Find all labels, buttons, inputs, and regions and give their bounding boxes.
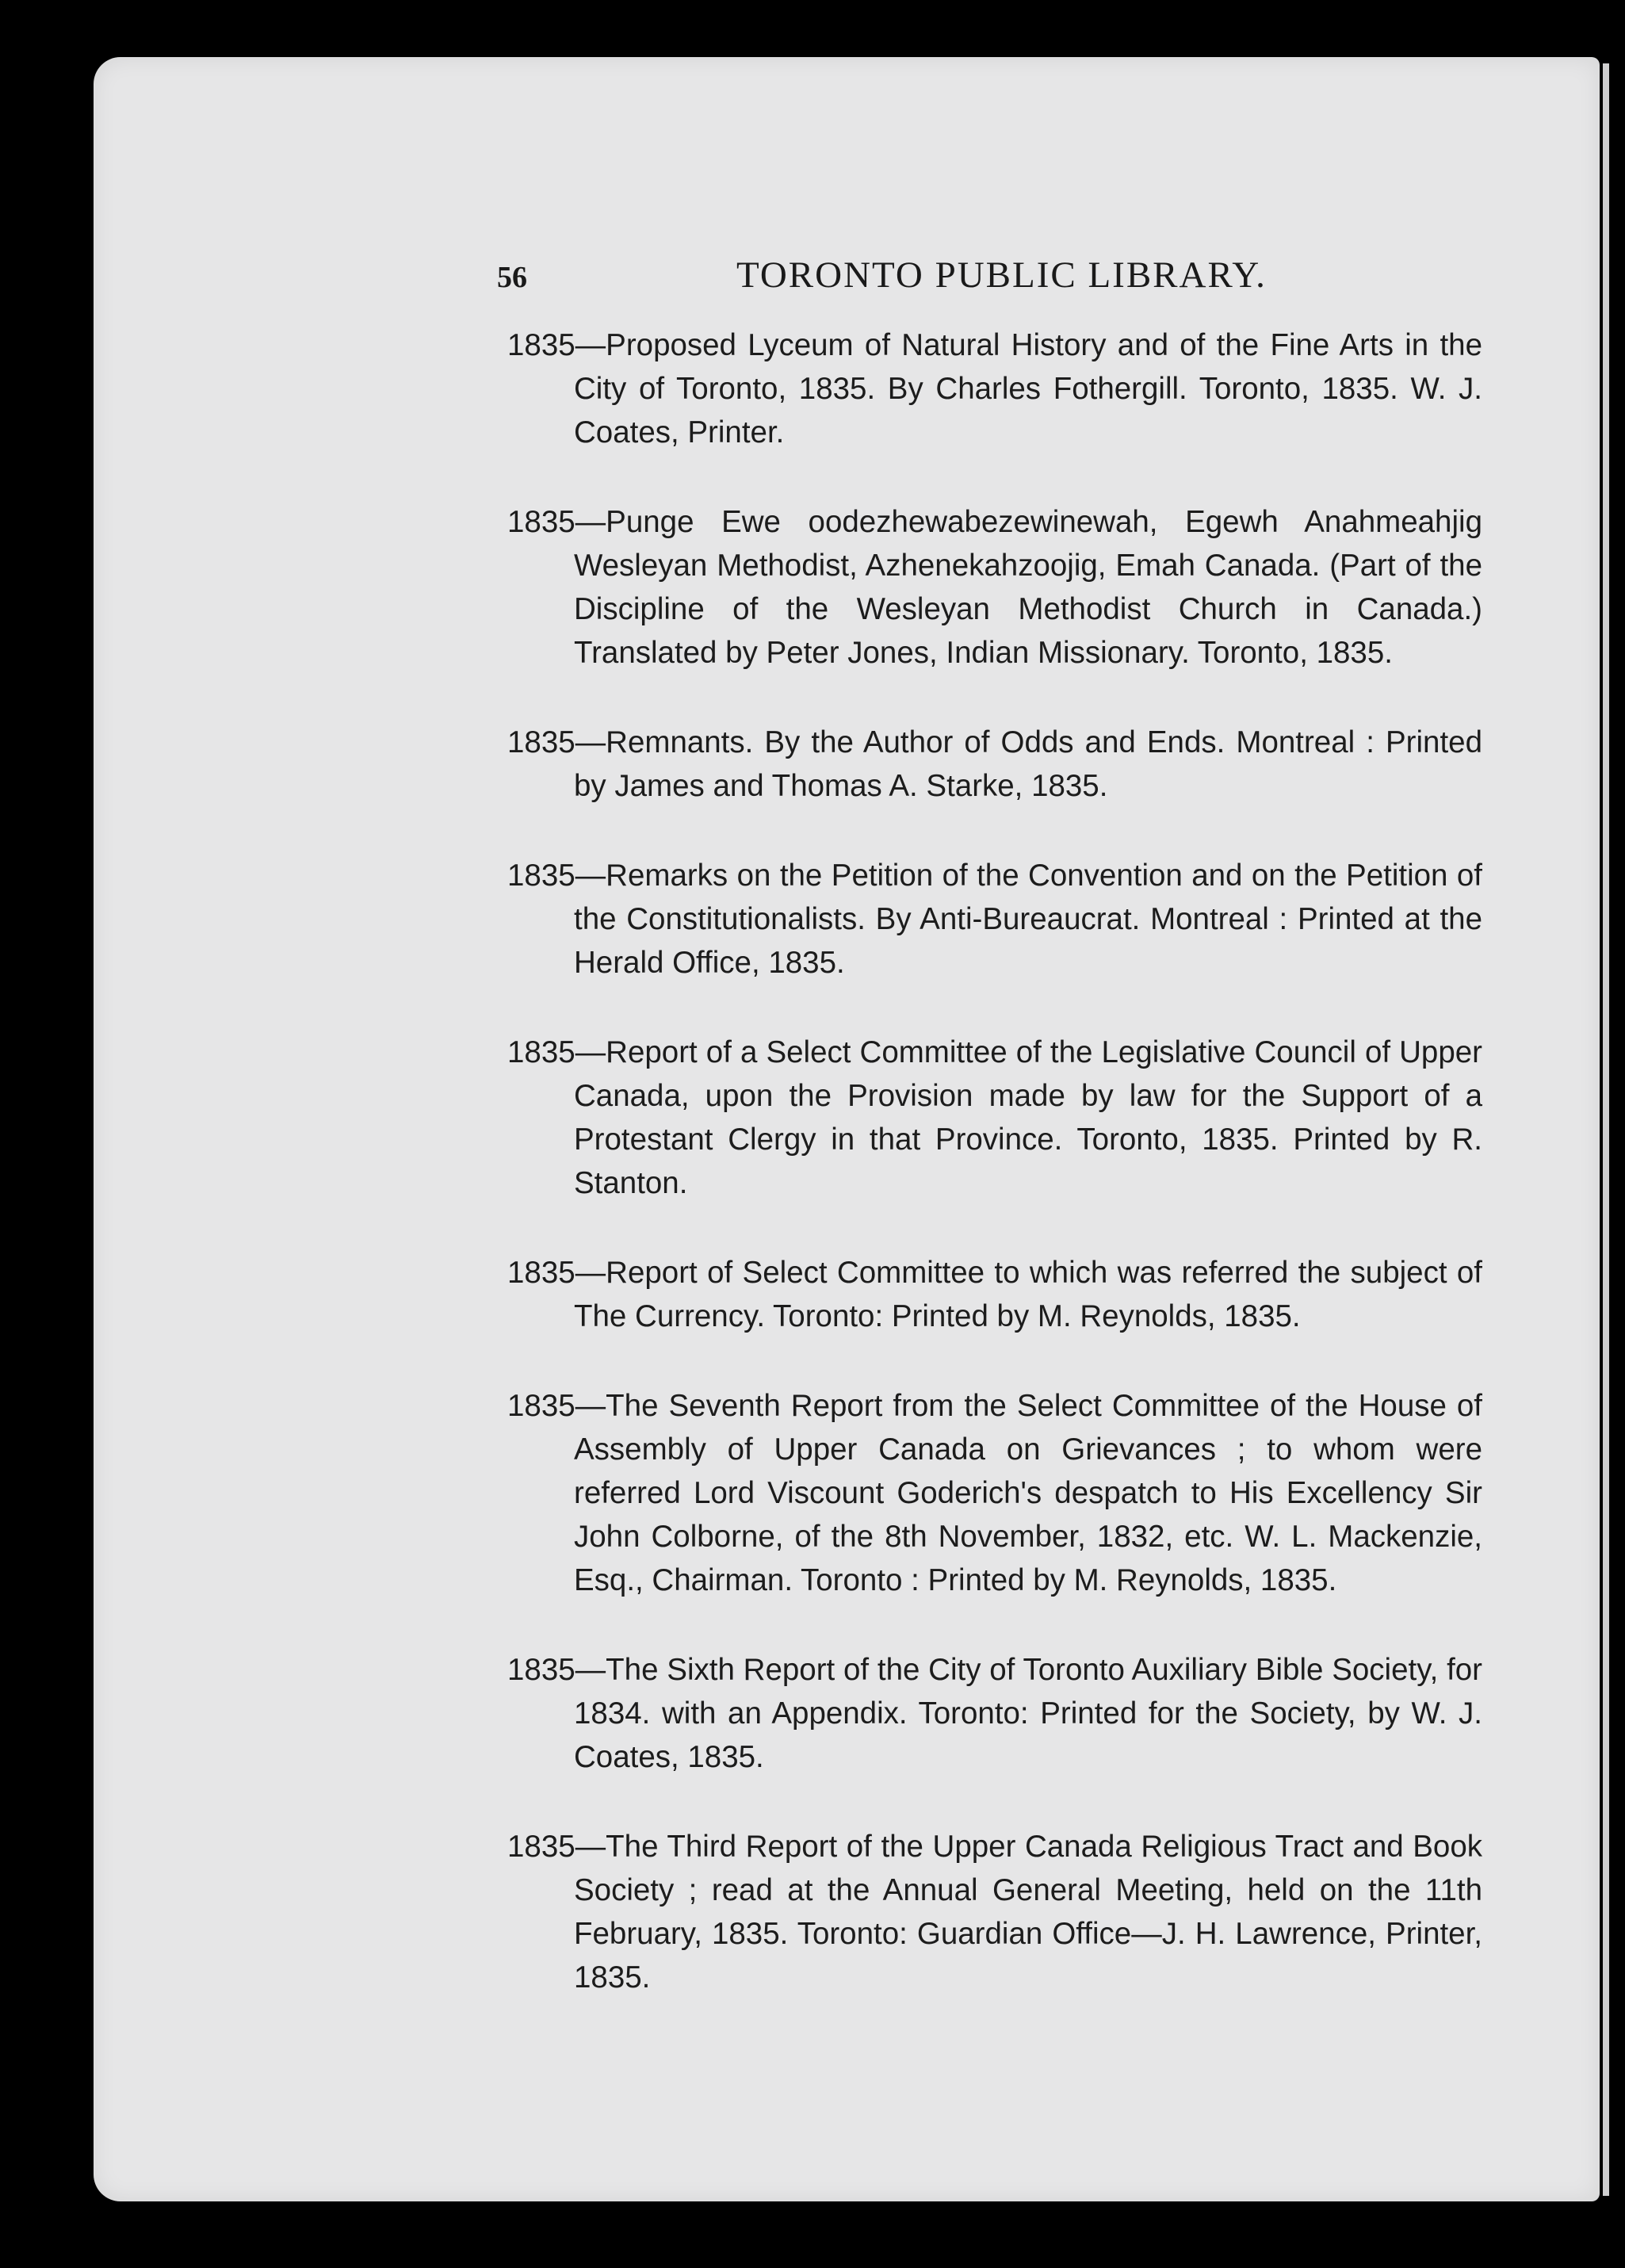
entry-text: —The Sixth Report of the City of Toronto Auxiliary Bible Society, for 1834. with an Appendix. Toronto: Printed for the Society, by W. J. Coates, 1835.: [574, 1653, 1482, 1774]
entry-year: 1835: [507, 328, 575, 362]
entry-year: 1835: [507, 1389, 575, 1423]
bibliography-entry: [507, 1031, 1482, 1205]
bibliography-entry: [507, 500, 1482, 675]
page-edge: [1603, 63, 1609, 2196]
entry-text: —Report of a Select Committee of the Legislative Council of Upper Canada, upon the Provision made by law for the Support of a Protestant Clergy in that Province. Toronto, 1835. Printed by R. Stanton.: [574, 1035, 1482, 1200]
bibliography-entry: [507, 1648, 1482, 1779]
entry-year: 1835: [507, 1830, 575, 1864]
bibliography-entry: [507, 1384, 1482, 1602]
running-title: TORONTO PUBLIC LIBRARY.: [736, 254, 1267, 296]
page-header: [497, 254, 1290, 301]
entry-year: 1835: [507, 1035, 575, 1069]
entry-year: 1835: [507, 859, 575, 893]
bibliography-entry: [507, 323, 1482, 454]
entry-year: 1835: [507, 725, 575, 759]
entry-text: —Report of Select Committee to which was referred the subject of The Currency. Toronto: Printed by M. Reynolds, 1835.: [574, 1256, 1482, 1333]
bibliography-entry: [507, 854, 1482, 985]
bibliography-entry: [507, 1825, 1482, 1999]
entry-text: —Remnants. By the Author of Odds and Ends. Montreal : Printed by James and Thomas A. Starke, 1835.: [574, 725, 1482, 803]
page-number: 56: [497, 261, 527, 294]
entry-year: 1835: [507, 1256, 575, 1290]
entry-text: —Remarks on the Petition of the Convention and on the Petition of the Constitutionalists. By Anti-Bureaucrat. Montreal : Printed at the Herald Office, 1835.: [574, 859, 1482, 980]
entry-year: 1835: [507, 505, 575, 539]
bibliography-entry: [507, 1251, 1482, 1338]
entry-text: —Proposed Lyceum of Natural History and of the Fine Arts in the City of Toronto, 1835. By Charles Fothergill. Toronto, 1835. W. J. Coates, Printer.: [574, 328, 1482, 449]
bibliography-list: [507, 323, 1482, 2045]
entry-text: —Punge Ewe oodezhewabezewinewah, Egewh Anahmeahjig Wesleyan Methodist, Azhenekahzoojig, Emah Canada. (Part of the Discipline of the Wesleyan Methodist Church in Canada.) Translated by Peter Jones, Indian Missionary. Toronto, 1835.: [574, 505, 1482, 670]
entry-year: 1835: [507, 1653, 575, 1687]
entry-text: —The Seventh Report from the Select Committee of the House of Assembly of Upper Canada on Grievances ; to whom were referred Lord Viscount Goderich's despatch to His Excellency Sir John Colborne, of the 8th November, 1832, etc. W. L. Mackenzie, Esq., Chairman. Toronto : Printed by M. Reynolds, 1835.: [574, 1389, 1482, 1597]
entry-text: —The Third Report of the Upper Canada Religious Tract and Book Society ; read at the Annual General Meeting, held on the 11th February, 1835. Toronto: Guardian Office—J. H. Lawrence, Printer, 1835.: [574, 1830, 1482, 1995]
bibliography-entry: [507, 721, 1482, 808]
